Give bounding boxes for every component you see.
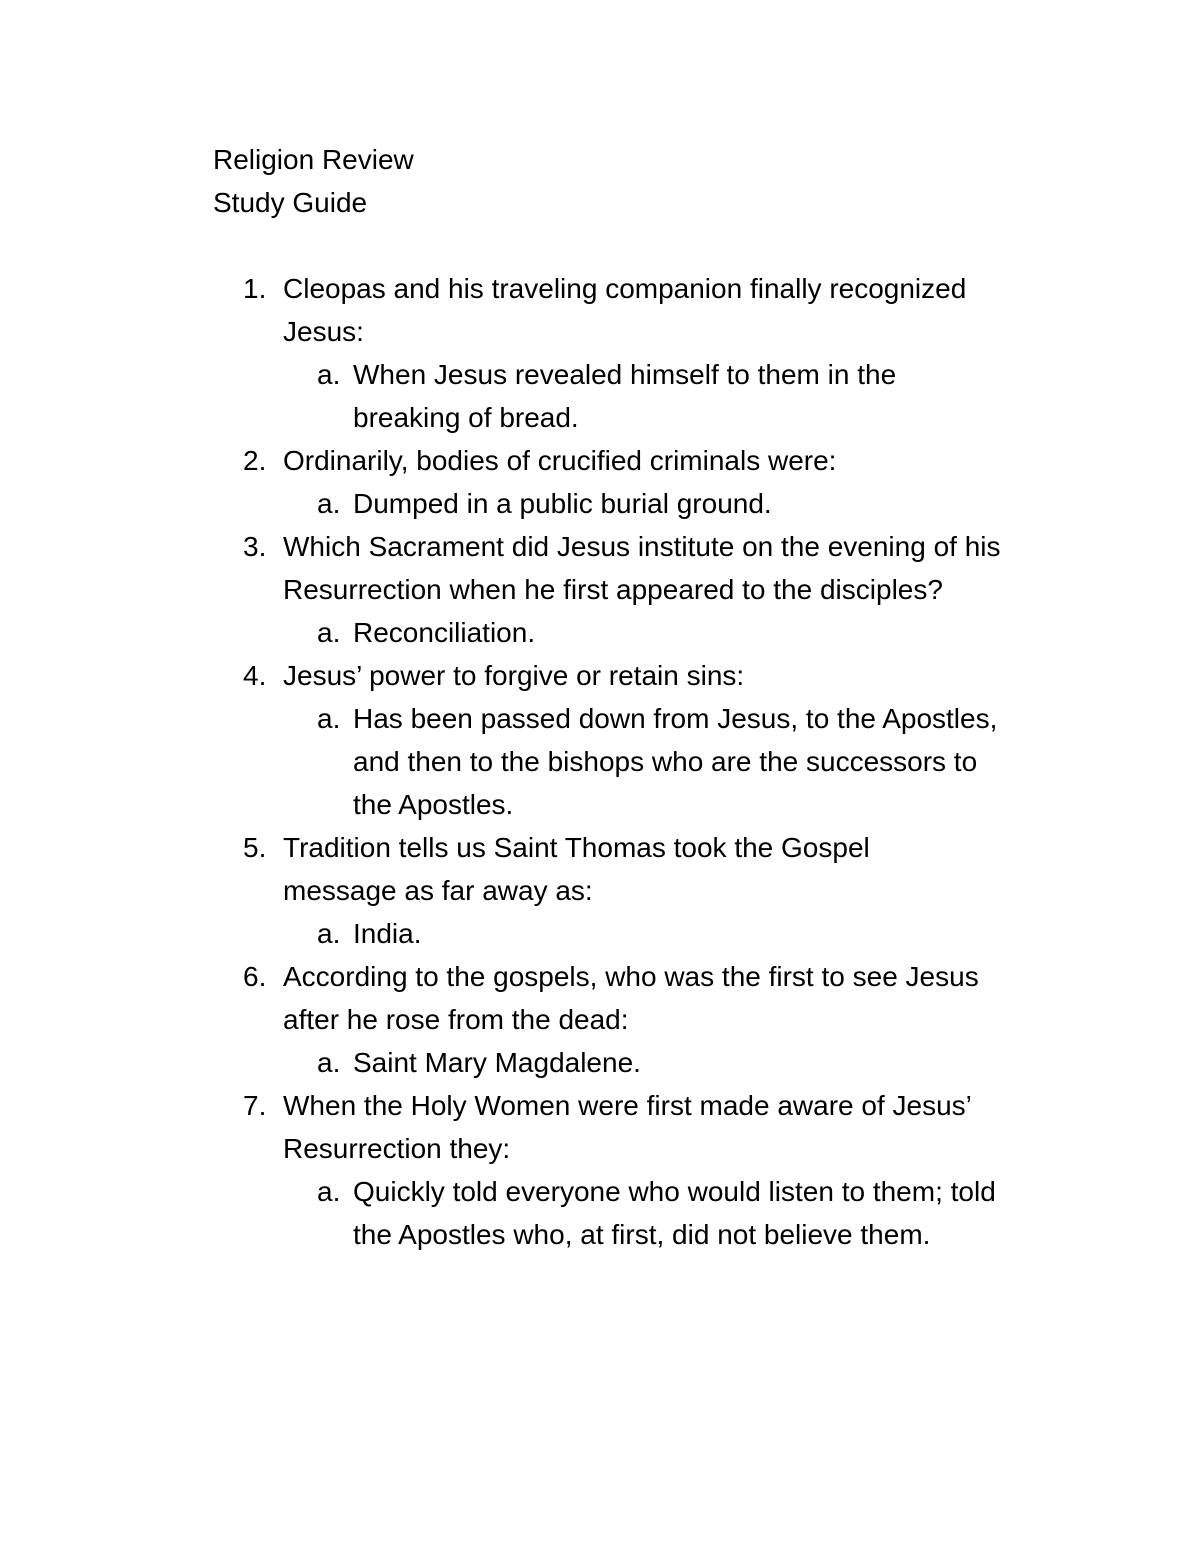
answer-letter: a. xyxy=(317,1176,341,1207)
document-body xyxy=(213,138,1073,1256)
question-text: Which Sacrament did Jesus institute on the evening of his Resurrection when he first appeared to the disciples? xyxy=(283,531,1001,605)
answer-letter: a. xyxy=(317,1047,341,1078)
question-text: Cleopas and his traveling companion finally recognized Jesus: xyxy=(283,273,967,347)
answer-text: When Jesus revealed himself to them in the breaking of bread. xyxy=(353,359,897,433)
answer-item xyxy=(283,1170,1073,1256)
question-list xyxy=(213,267,1073,1256)
question-text: When the Holy Women were first made aware of Jesus’ Resurrection they: xyxy=(283,1090,971,1164)
answer-text: Quickly told everyone who would listen to them; told the Apostles who, at first, did not believe them. xyxy=(353,1176,996,1250)
question-item xyxy=(213,955,1073,1084)
question-item xyxy=(213,525,1073,654)
answer-letter: a. xyxy=(317,617,341,648)
answer-list xyxy=(283,353,1073,439)
answer-text: Reconciliation. xyxy=(353,617,536,648)
document-subtitle: Study Guide xyxy=(213,187,368,218)
question-number: 3. xyxy=(243,531,267,562)
question-text: Tradition tells us Saint Thomas took the Gospel message as far away as: xyxy=(283,832,870,906)
question-number: 1. xyxy=(243,273,267,304)
answer-item xyxy=(283,912,1073,955)
document-title: Religion Review xyxy=(213,144,414,175)
answer-text: Has been passed down from Jesus, to the Apostles, and then to the bishops who are the successors to the Apostles. xyxy=(353,703,998,820)
blank-line xyxy=(213,224,1073,267)
answer-list xyxy=(283,1041,1073,1084)
answer-list xyxy=(283,1170,1073,1256)
answer-letter: a. xyxy=(317,359,341,390)
answer-list xyxy=(283,482,1073,525)
answer-letter: a. xyxy=(317,488,341,519)
answer-letter: a. xyxy=(317,918,341,949)
answer-item xyxy=(283,353,1073,439)
question-item xyxy=(213,826,1073,955)
answer-text: India. xyxy=(353,918,422,949)
answer-item xyxy=(283,611,1073,654)
question-item xyxy=(213,1084,1073,1256)
answer-list xyxy=(283,912,1073,955)
question-text: Ordinarily, bodies of crucified criminals were: xyxy=(283,445,837,476)
answer-letter: a. xyxy=(317,703,341,734)
answer-text: Saint Mary Magdalene. xyxy=(353,1047,641,1078)
question-item xyxy=(213,267,1073,439)
answer-list xyxy=(283,697,1073,826)
answer-item xyxy=(283,697,1073,826)
question-item xyxy=(213,439,1073,525)
question-number: 7. xyxy=(243,1090,267,1121)
answer-item xyxy=(283,1041,1073,1084)
answer-text: Dumped in a public burial ground. xyxy=(353,488,772,519)
question-text: According to the gospels, who was the first to see Jesus after he rose from the dead: xyxy=(283,961,979,1035)
question-number: 4. xyxy=(243,660,267,691)
answer-item xyxy=(283,482,1073,525)
question-item xyxy=(213,654,1073,826)
question-number: 6. xyxy=(243,961,267,992)
answer-list xyxy=(283,611,1073,654)
question-number: 2. xyxy=(243,445,267,476)
question-number: 5. xyxy=(243,832,267,863)
question-text: Jesus’ power to forgive or retain sins: xyxy=(283,660,745,691)
